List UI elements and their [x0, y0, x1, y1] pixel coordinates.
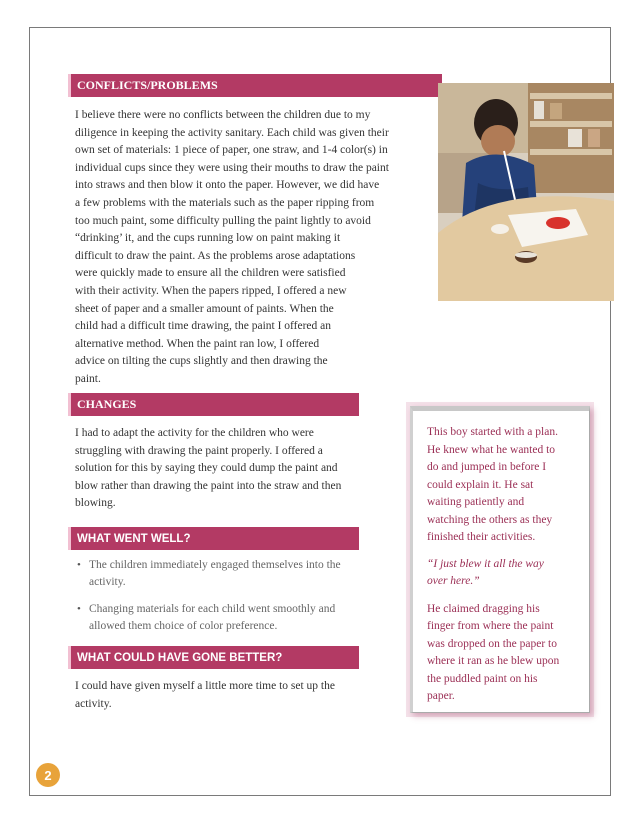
- changes-line: struggling with drawing the paint properly. I offered a: [75, 444, 323, 457]
- callout-line: waiting patiently and: [427, 496, 525, 508]
- went-well-heading-text: WHAT WENT WELL?: [77, 532, 191, 545]
- child-painting-photo: [438, 83, 614, 301]
- callout-line: This boy started with a plan.: [427, 426, 558, 438]
- bullet-icon: •: [77, 559, 81, 571]
- callout-line: watching the others as they: [427, 513, 553, 526]
- conflicts-line: with their activity. When the papers ripped, I offered a new: [75, 284, 347, 297]
- callout-line: finished their activities.: [427, 531, 536, 543]
- bullet-line: The children immediately engaged themselves into the: [89, 559, 341, 571]
- conflicts-line: a few problems with the materials such as the paper ripping from: [75, 196, 375, 209]
- callout-intro: [427, 424, 577, 547]
- bullet-line: Changing materials for each child went smoothly and: [89, 603, 336, 615]
- conflicts-line: own set of materials: 1 piece of paper, one straw, and 1-4 color(s) in: [75, 144, 388, 157]
- conflicts-line: child had a difficult time drawing, the paint I offered an: [75, 320, 332, 333]
- bullet-line: allowed them choice of color preference.: [89, 620, 278, 632]
- conflicts-heading: [68, 74, 442, 97]
- callout-line: was dropped on the paper to: [427, 637, 557, 650]
- conflicts-heading-text: CONFLICTS/PROBLEMS: [77, 78, 218, 92]
- conflicts-line: paint.: [75, 372, 101, 385]
- observation-callout: [410, 406, 590, 713]
- went-well-heading: [68, 527, 359, 550]
- changes-line: blow rather than drawing the paint into the straw and then: [75, 479, 342, 492]
- could-be-better-line: I could have given myself a little more time to set up the: [75, 680, 335, 692]
- could-be-better-heading-text: WHAT COULD HAVE GONE BETTER?: [77, 651, 283, 664]
- page-number: 2: [44, 767, 52, 783]
- conflicts-line: advice on tilting the cups slightly and then drawing the: [75, 355, 328, 368]
- page-number-badge: [36, 763, 60, 787]
- changes-line: blowing.: [75, 497, 116, 510]
- changes-line: I had to adapt the activity for the children who were: [75, 427, 314, 439]
- callout-outro: [427, 601, 577, 706]
- callout-line: He knew what he wanted to: [427, 443, 556, 456]
- callout-line: could explain it. He sat: [427, 478, 534, 491]
- list-item: [75, 557, 365, 591]
- changes-line: solution for this by saying they could dump the paint and: [75, 462, 338, 475]
- conflicts-line: diligence in keeping the activity sanitary. Each child was given their: [75, 126, 389, 139]
- conflicts-line: into straws and then blow it onto the paper. However, we did have: [75, 179, 380, 192]
- callout-quote: [427, 556, 577, 591]
- changes-paragraph: [75, 425, 341, 513]
- photo-illustration: [438, 83, 614, 301]
- callout-line: He claimed dragging his: [427, 602, 540, 615]
- callout-line: paper.: [427, 690, 455, 702]
- callout-line: the puddled paint on his: [427, 672, 538, 685]
- callout-line: where it ran as he blew upon: [427, 655, 560, 667]
- conflicts-line: I believe there were no conflicts between the children due to my: [75, 109, 371, 121]
- bullet-line: activity.: [89, 576, 126, 588]
- conflicts-line: sheet of paper and a smaller amount of paints. When the: [75, 302, 334, 315]
- conflicts-line: too much paint, some difficulty pulling the paint lightly to avoid: [75, 214, 371, 227]
- list-item: [75, 601, 365, 635]
- callout-quote-line: “I just blew it all the way: [427, 557, 544, 570]
- callout-line: do and jumped in before I: [427, 461, 547, 473]
- callout-line: finger from where the paint: [427, 620, 554, 632]
- could-be-better-paragraph: [75, 678, 335, 713]
- conflicts-line: individual cups since they were using their mouths to draw the paint: [75, 161, 389, 174]
- conflicts-paragraph: [75, 107, 389, 389]
- could-be-better-heading: [68, 646, 359, 669]
- went-well-list: [75, 557, 365, 645]
- conflicts-line: difficult to draw the paint. As the problems arose adaptations: [75, 249, 356, 262]
- changes-heading-text: CHANGES: [77, 397, 137, 411]
- could-be-better-line: activity.: [75, 697, 112, 710]
- changes-heading: [68, 393, 359, 416]
- bullet-icon: •: [77, 603, 81, 615]
- conflicts-line: were quickly made to ensure all the children were satisfied: [75, 267, 346, 280]
- callout-quote-line: over here.”: [427, 575, 480, 587]
- conflicts-line: alternative method. When the paint ran low, I offered: [75, 337, 320, 350]
- conflicts-line: “drinking’ it, and the cups running low on paint making it: [75, 232, 341, 245]
